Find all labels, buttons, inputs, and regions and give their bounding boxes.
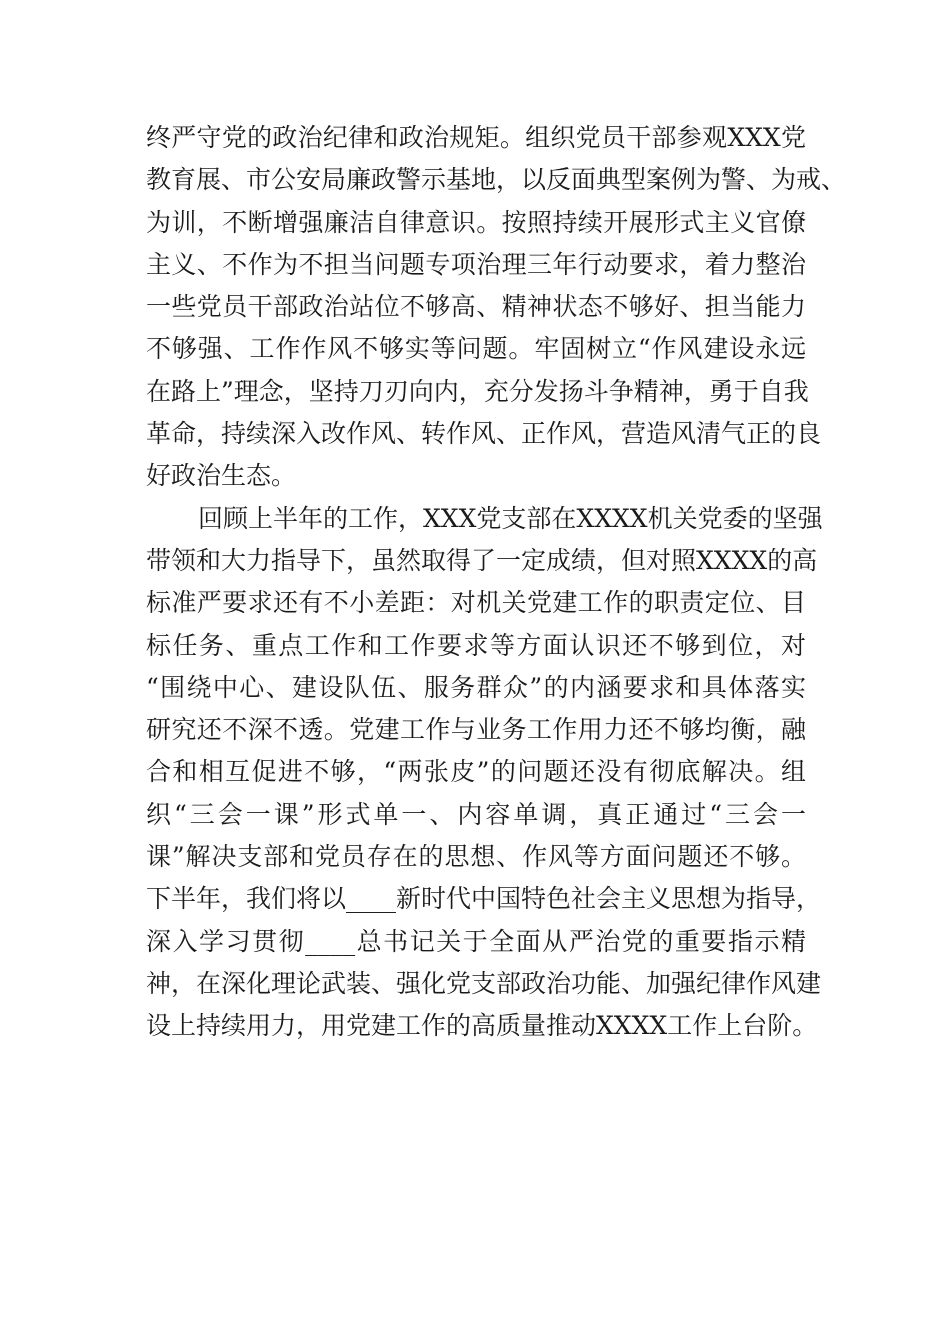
- paragraph-line: 回顾上半年的工作，XXX党支部在XXXX机关党委的坚强: [198, 503, 823, 533]
- paragraph-line: 深入学习贯彻____总书记关于全面从严治党的重要指示精: [146, 926, 806, 956]
- paragraph-line: 神，在深化理论武装、强化党支部政治功能、加强纪律作风建: [146, 968, 822, 998]
- paragraph-1: [146, 117, 847, 498]
- paragraph-line: 研究还不深不透。党建工作与业务工作用力还不够均衡，融: [146, 715, 806, 745]
- paragraph-line: 合和相互促进不够，“两张皮”的问题还没有彻底解决。组: [146, 757, 806, 787]
- paragraph-2: [146, 498, 823, 1048]
- paragraph-line: 下半年，我们将以____新时代中国特色社会主义思想为指导，: [146, 884, 822, 914]
- paragraph-line: 课”解决支部和党员存在的思想、作风等方面问题还不够。: [146, 842, 806, 872]
- paragraph-line: 为训，不断增强廉洁自律意识。按照持续开展形式主义官僚: [146, 207, 806, 237]
- paragraph-line: “围绕中心、建设队伍、服务群众”的内涵要求和具体落实: [146, 672, 806, 702]
- paragraph-line: 带领和大力指导下，虽然取得了一定成绩，但对照XXXX的高: [146, 545, 818, 575]
- paragraph-line: 好政治生态。: [146, 461, 297, 491]
- paragraph-line: 设上持续用力，用党建工作的高质量推动XXXX工作上台阶。: [146, 1011, 818, 1041]
- paragraph-line: 一些党员干部政治站位不够高、精神状态不够好、担当能力: [146, 292, 806, 322]
- paragraph-line: 教育展、市公安局廉政警示基地，以反面典型案例为警、为戒、: [146, 165, 847, 195]
- paragraph-line: 标任务、重点工作和工作要求等方面认识还不够到位，对: [146, 630, 806, 660]
- paragraph-line: 在路上”理念，坚持刀刃向内，充分发扬斗争精神，勇于自我: [146, 376, 809, 406]
- paragraph-line: 不够强、工作作风不够实等问题。牢固树立“作风建设永远: [146, 334, 806, 364]
- document-body: [146, 117, 847, 1048]
- paragraph-line: 主义、不作为不担当问题专项治理三年行动要求，着力整治: [146, 249, 806, 279]
- paragraph-line: 革命，持续深入改作风、转作风、正作风，营造风清气正的良: [146, 419, 822, 449]
- paragraph-line: 标准严要求还有不小差距：对机关党建工作的职责定位、目: [146, 588, 806, 618]
- paragraph-line: 终严守党的政治纪律和政治规矩。组织党员干部参观XXX党: [146, 123, 806, 152]
- paragraph-line: 织“三会一课”形式单一、内容单调，真正通过“三会一: [146, 799, 806, 829]
